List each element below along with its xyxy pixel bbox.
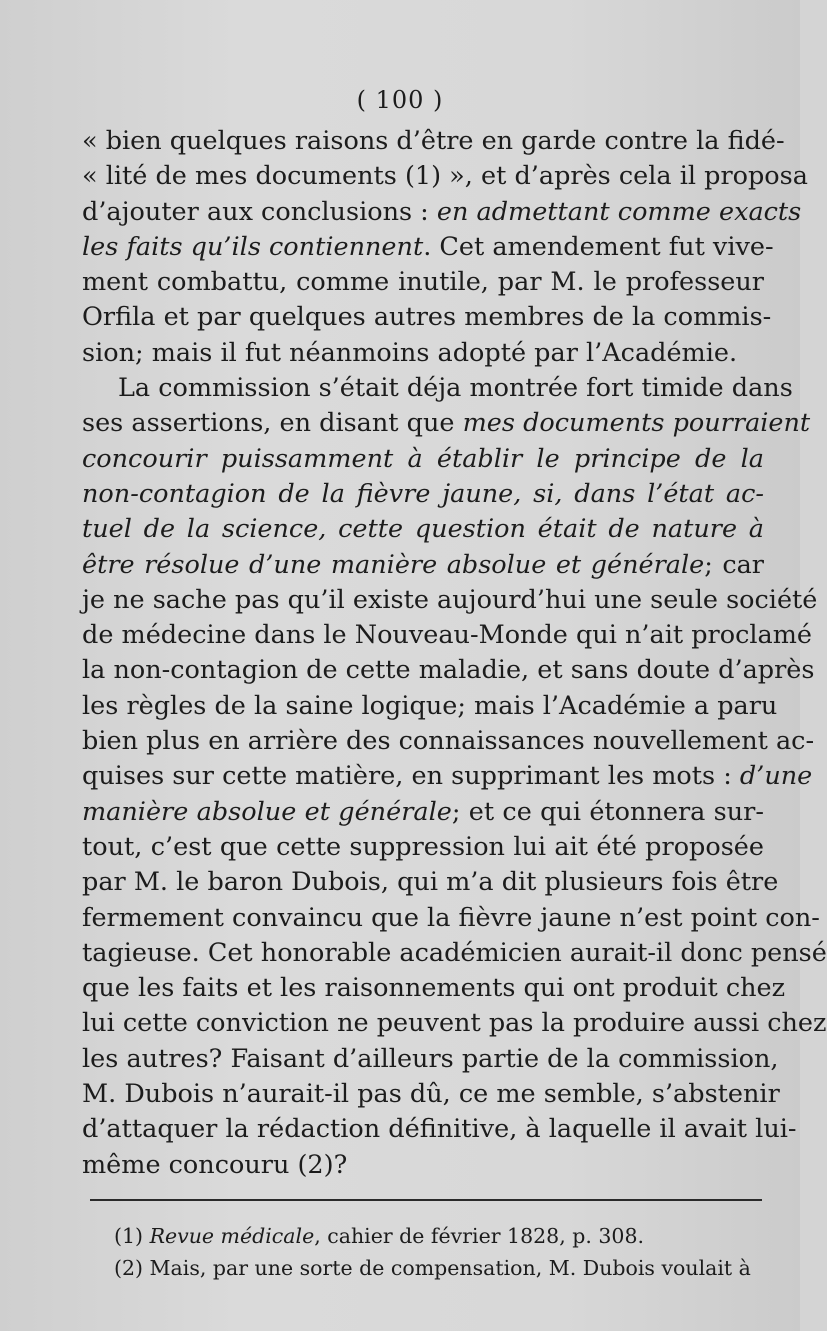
- footnote-line: [114, 1252, 764, 1284]
- text-run: même concouru (2)?: [82, 1149, 348, 1180]
- text-line: [82, 300, 772, 335]
- text-run: sion; mais il fut néanmoins adopté par l’Académie.: [82, 337, 738, 368]
- text-line: [82, 1006, 827, 1041]
- text-run: ; car: [704, 549, 764, 580]
- italic-run: tuel de la science, cette question était de nature à: [82, 514, 764, 545]
- text-run: la non-contagion de cette maladie, et sans doute d’après: [82, 655, 815, 686]
- text-line: [82, 583, 818, 618]
- text-run: « bien quelques raisons d’être en garde contre la fidé-: [82, 126, 785, 156]
- text-run: (1): [114, 1224, 150, 1248]
- page-number: ( 100 ): [356, 86, 444, 114]
- text-line: [82, 1112, 797, 1147]
- text-run: (2) Mais, par une sorte de compensation, M. Dubois voulait à: [114, 1256, 751, 1280]
- text-line: [82, 689, 778, 724]
- italic-run: être résolue d’une manière absolue et générale: [82, 549, 705, 580]
- text-line: [82, 548, 764, 583]
- text-line: [82, 265, 764, 300]
- text-line: [82, 477, 764, 512]
- text-run: par M. le baron Dubois, qui m’a dit plusieurs fois être: [82, 867, 779, 898]
- text-run: d’ajouter aux conclusions :: [82, 196, 437, 227]
- text-run: « lité de mes documents (1) », et d’après cela il proposa: [82, 161, 808, 192]
- text-line: [82, 1077, 780, 1112]
- text-run: ; et ce qui étonnera sur-: [451, 796, 764, 827]
- text-line: [82, 124, 785, 159]
- text-line: [82, 901, 820, 936]
- text-line: [82, 230, 774, 265]
- text-run: de médecine dans le Nouveau-Monde qui n’ait proclamé: [82, 620, 813, 651]
- text-run: les autres? Faisant d’ailleurs partie de la commission,: [82, 1043, 779, 1074]
- italic-run: concourir puissamment à établir le principe de la: [82, 443, 764, 474]
- text-run: ses assertions, en disant que: [82, 408, 463, 439]
- footnote-line: [114, 1220, 764, 1252]
- text-run: , cahier de février 1828, p. 308.: [314, 1224, 645, 1248]
- text-line: [82, 195, 802, 230]
- text-line: [82, 159, 808, 194]
- text-run: Orfila et par quelques autres membres de la commis-: [82, 302, 772, 333]
- text-run: tagieuse. Cet honorable académicien aurait-il donc pensé: [82, 937, 827, 968]
- text-run: quises sur cette matière, en supprimant les mots :: [82, 761, 740, 792]
- text-run: fermement convaincu que la fièvre jaune n’est point con-: [82, 902, 820, 933]
- italic-run: les faits qu’ils contiennent: [82, 231, 424, 262]
- text-line: [82, 336, 764, 371]
- italic-run: mes documents pourraient: [462, 408, 811, 439]
- text-run: je ne sache pas qu’il existe aujourd’hui une seule société: [82, 584, 818, 615]
- text-run: ment combattu, comme inutile, par M. le professeur: [82, 267, 764, 298]
- text-line: [82, 724, 815, 759]
- text-run: les règles de la saine logique; mais l’Académie a paru: [82, 690, 778, 721]
- text-run: M. Dubois n’aurait-il pas dû, ce me semble, s’abstenir: [82, 1079, 780, 1110]
- text-line: [82, 865, 779, 900]
- italic-run: non-contagion de la fièvre jaune, si, dans l’état ac-: [82, 478, 764, 509]
- footnotes: [114, 1220, 764, 1284]
- text-line: [82, 1042, 779, 1077]
- italic-run: Revue médicale: [149, 1224, 315, 1248]
- text-run: . Cet amendement fut vive-: [423, 231, 774, 262]
- text-line: [82, 512, 764, 547]
- text-line: [82, 830, 764, 865]
- text-line: [82, 971, 786, 1006]
- text-line: [82, 795, 764, 830]
- text-line: [82, 442, 764, 477]
- text-line: [82, 406, 811, 441]
- text-line: [82, 936, 827, 971]
- text-run: lui cette conviction ne peuvent pas la produire aussi chez: [82, 1008, 827, 1039]
- text-line: [82, 653, 815, 688]
- body-text: [82, 124, 827, 1183]
- text-run: que les faits et les raisonnements qui ont produit chez: [82, 973, 786, 1004]
- text-line: [82, 1148, 764, 1183]
- text-run: tout, c’est que cette suppression lui ait été proposée: [82, 831, 764, 862]
- footnote-rule: [90, 1199, 762, 1201]
- italic-run: d’une: [739, 761, 813, 792]
- text-line: [82, 759, 813, 794]
- italic-run: manière absolue et générale: [82, 796, 452, 827]
- text-run: bien plus en arrière des connaissances nouvellement ac-: [82, 726, 815, 757]
- italic-run: en admettant comme exacts: [436, 196, 802, 227]
- text-run: d’attaquer la rédaction définitive, à laquelle il avait lui-: [82, 1114, 797, 1145]
- text-line: [82, 618, 813, 653]
- text-line: [82, 371, 793, 406]
- text-run: La commission s’était déja montrée fort timide dans: [118, 373, 793, 404]
